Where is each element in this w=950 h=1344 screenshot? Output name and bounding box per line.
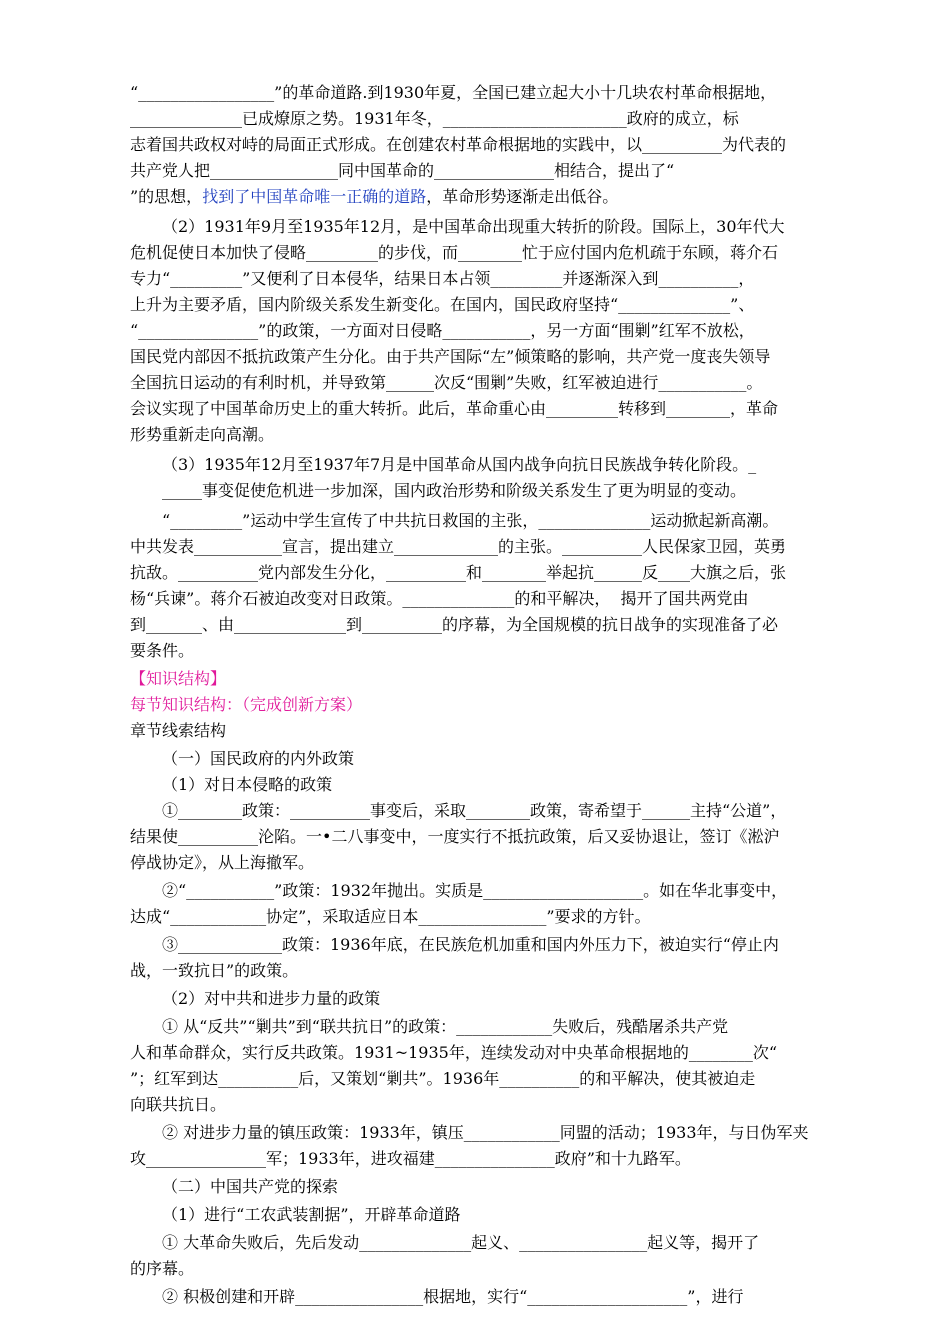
text-line [130,1148,691,1170]
line-text: 达成“____________协定”，采取适应日本________________”要求的方针。 [130,907,651,926]
line-text: 要条件。 [130,641,195,660]
line-text: （二）中国共产党的探索 [162,1177,339,1196]
line-text: _____事变促使危机进一步加深，国内政治形势和阶级关系发生了更为明显的变动。 [162,481,747,500]
line-text: （一）国民政府的内外政策 [162,749,355,768]
line-text: 每节知识结构：（完成创新方案） [130,695,363,714]
text-line [162,1204,461,1226]
text-line [130,294,754,316]
text-line [130,1258,194,1280]
text-line [162,216,785,238]
text-line [130,536,786,558]
text-line [130,372,762,394]
line-text: （3）1935年12月至1937年7月是中国革命从国内战争向抗日民族战争转化阶段。_ [162,455,757,474]
line-text: 攻_______________军；1933年，进攻福建_______________政府”和十九路军。 [130,1149,691,1168]
line-text: （1）进行“工农武装割据”，开辟革命道路 [162,1205,461,1224]
text-line [162,800,786,822]
section-heading [130,694,362,716]
text-line [130,186,618,208]
text-line [162,774,332,796]
line-text: 国民党内部因不抵抗政策产生分化。由于共产国际“左”倾策略的影响，共产党一度丧失领导 [130,347,771,366]
text-line [130,614,778,636]
text-line [162,988,380,1010]
line-text: 向联共抗日。 [130,1095,227,1114]
line-text: ①________政策：__________事变后，采取________政策，寄希望于______主持“公道”， [162,801,787,820]
text-line [162,1122,809,1144]
text-line [130,82,776,104]
line-text: 上升为主要矛盾，国内阶级关系发生新变化。在国内，国民政府坚持“______________”、 [130,295,755,314]
text-line [130,160,674,182]
line-text: ① 大革命失败后，先后发动______________起义、________________起义等，揭开了 [162,1233,760,1252]
line-text: 中共发表___________宣言，提出建立_____________的主张。__________人民保家卫园，英勇 [130,537,787,556]
line-text: 形势重新走向高潮。 [130,425,275,444]
text-line [130,1094,226,1116]
line-text: ”的思想， [130,187,203,206]
section-heading [130,668,226,690]
line-text: （1）对日本侵略的政策 [162,775,333,794]
line-text: “_________”运动中学生宣传了中共抗日救国的主张，______________运动掀起新高潮。 [162,511,779,530]
text-line [162,1176,338,1198]
text-line [130,1068,755,1090]
line-text-tail: ，革命形势逐渐走出低谷。 [426,187,619,206]
text-line [162,880,787,902]
text-line [162,454,756,476]
line-text: ③_____________政策：1936年底，在民族危机加重和国内外压力下，被迫实行“停止内 [162,935,779,954]
text-line [162,934,779,956]
line-text: ② 对进步力量的镇压政策：1933年，镇压____________同盟的活动；1933年，与日伪军夹 [162,1123,809,1142]
text-line [130,562,786,584]
text-line [130,1042,777,1064]
line-text: 到_______、由______________到__________的序幕，为全国规模的抗日战争的实现准备了必 [130,615,779,634]
text-line [130,398,778,420]
text-line [162,480,746,502]
line-text: （2）1931年9月至1935年12月，是中国革命出现重大转折的阶段。国际上，30年代大 [162,217,785,236]
line-text: 结果使__________沦陷。一•二八事变中，一度实行不抵抗政策，后又妥协退让，签订《淞沪 [130,827,780,846]
line-text: ① 从“反共”“剿共”到“联共抗日”的政策：____________失败后，残酷屠杀共产党 [162,1017,729,1036]
text-line [130,242,778,264]
text-line [162,510,778,532]
line-text: “_______________”的政策，一方面对日侵略___________，另一方面“围剿”红军不放松， [130,321,755,340]
text-line [130,108,739,130]
line-text: 的序幕。 [130,1259,195,1278]
text-line [130,826,779,848]
line-text: “_________________”的革命道路.到1930年夏，全国已建立起大小十几块农村革命根据地， [130,83,777,102]
highlighted-text: 找到了中国革命唯一正确的道路 [202,187,427,206]
text-line [162,1016,728,1038]
text-line [130,268,754,290]
line-text: 战，一致抗日”的政策。 [130,961,299,980]
text-line [130,906,651,928]
line-text: 危机促使日本加快了侵略_________的步伐，而________忙于应付国内危机疏于东顾，蒋介石 [130,243,779,262]
line-text: 【知识结构】 [130,669,227,688]
text-line [130,960,298,982]
line-text: （2）对中共和进步力量的政策 [162,989,381,1008]
text-line [130,640,194,662]
line-text: ② 积极创建和开辟________________根据地，实行“____________________”，进行 [162,1287,744,1306]
text-line [130,852,314,874]
line-text: 抗敌。__________党内部发生分化，__________和________举起抗______反____大旗之后，张 [130,563,787,582]
line-text: ______________已成燎原之势。1931年冬，_______________________政府的成立，标 [130,109,739,128]
line-text: 志着国共政权对峙的局面正式形成。在创建农村革命根据地的实践中，以__________为代表的 [130,135,787,154]
line-text: ”；红军到达__________后，又策划“剿共”。1936年__________的和平解决，使其被迫走 [130,1069,756,1088]
line-text: 杨“兵谏”。蒋介石被迫改变对日政策。______________的和平解决， 揭开了国共两党由 [130,589,749,608]
line-text: 章节线索结构 [130,721,227,740]
line-text: 人和革命群众，实行反共政策。1931~1935年，连续发动对中央革命根据地的________次“ [130,1043,778,1062]
text-line [162,748,354,770]
text-line [130,134,786,156]
text-line [162,1232,759,1254]
line-text: 停战协定》，从上海撤军。 [130,853,315,872]
text-line [130,588,749,610]
text-line [162,1286,743,1308]
line-text: ②“___________”政策：1932年抛出。实质是____________________。如在华北事变中， [162,881,788,900]
text-line [130,720,226,742]
line-text: 会议实现了中国革命历史上的重大转折。此后，革命重心由_________转移到________，革命 [130,399,779,418]
text-line [130,320,755,342]
line-text: 专力“_________”又便利了日本侵华，结果日本占领_________并逐渐深入到__________， [130,269,755,288]
line-text: 全国抗日运动的有利时机，并导致第______次反“围剿”失败，红军被迫进行___________。 [130,373,763,392]
line-text: 共产党人把________________同中国革命的_______________相结合，提出了“ [130,161,675,180]
text-line [130,424,274,446]
text-line [130,346,770,368]
